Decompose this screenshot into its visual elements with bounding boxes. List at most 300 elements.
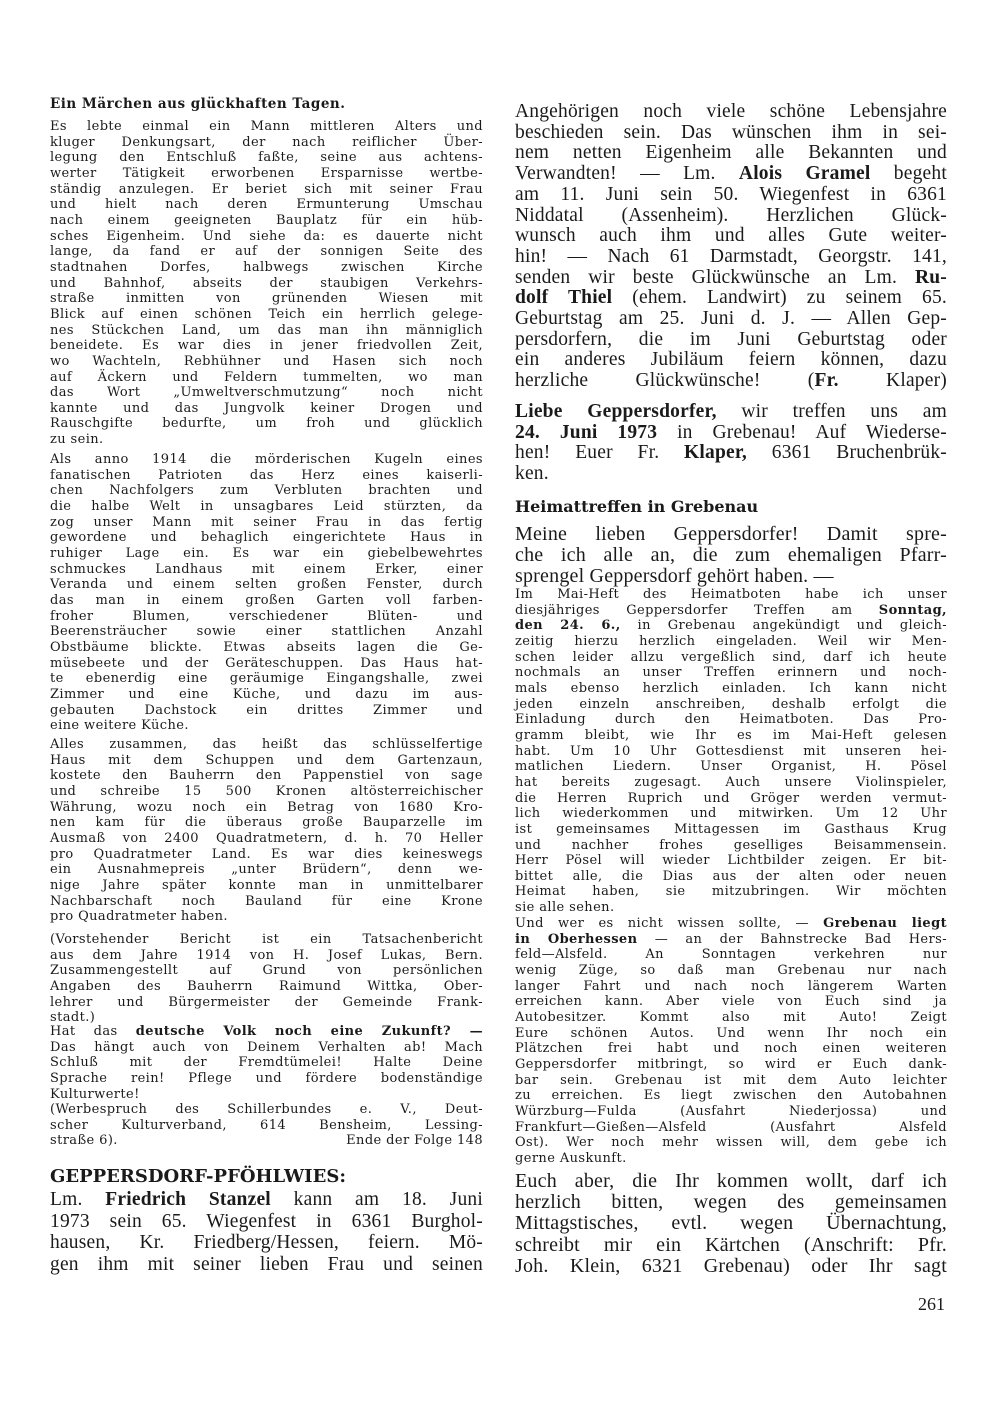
text-line (515, 545, 947, 566)
text-line (50, 1055, 483, 1071)
text-segment: stadt.) (50, 1010, 96, 1026)
text-segment: Rauschgifte bedurfte, um froh und glücklich (50, 416, 483, 432)
text-segment: senden wir beste Glückwünsche an Lm. (515, 266, 915, 288)
text-segment: gewordene und behaglich eingerichtete Haus in (50, 530, 483, 546)
text-line (50, 624, 483, 640)
text-segment: Angehörigen noch viele schöne Lebensjahre (515, 101, 947, 122)
article-title (50, 96, 483, 112)
bold-text-segment: Liebe Geppersdorfer, (515, 401, 717, 422)
text-line (50, 96, 483, 112)
text-line (515, 1073, 947, 1089)
text-line (50, 150, 483, 166)
section-heading (50, 1166, 483, 1188)
text-line (50, 244, 483, 260)
text-line (50, 640, 483, 656)
text-line (515, 587, 947, 603)
text-line (50, 847, 483, 863)
text-segment: herzlich bitten, wegen des gemeinsamen (515, 1191, 947, 1214)
text-segment: Nachbarschaft noch Bauland für eine Krone (50, 893, 483, 909)
text-line (515, 1057, 947, 1073)
text-segment: diesjähriges Geppersdorfer Treffen am (515, 602, 879, 618)
text-segment: Klaper) (838, 370, 947, 392)
text-segment: ein Ausnahmepreis „unter Brüdern“, denn we- (50, 862, 483, 878)
text-segment: Das hängt auch von Deinem Verhalten ab! Mach (50, 1039, 483, 1055)
text-segment: fanatischen Patrioten das Herz eines kaiserli- (50, 467, 483, 483)
text-segment: persdorfern, die im Juni Geburtstag oder (515, 328, 947, 350)
text-segment: Ausmaß von 2400 Quadratmetern, d. h. 70 Heller (50, 830, 483, 846)
text-line (50, 593, 483, 609)
bold-text-segment: Klaper, (684, 442, 748, 464)
text-line (50, 135, 483, 151)
text-segment: (Vorstehender Bericht ist ein Tatsachenbericht (50, 932, 483, 947)
text-segment: nem netten Eigenheim alle Bekannten und (515, 142, 947, 164)
text-line (50, 671, 483, 687)
text-segment: und hielt nach deren Ermunterung Umschau (50, 197, 483, 213)
text-segment: Veranda und einem selten großen Fenster, durch (50, 577, 483, 593)
text-line (515, 371, 947, 392)
text-line (50, 515, 483, 531)
text-line (515, 123, 947, 144)
text-segment: schen leider allzu vergeßlich sind, darf ich heute (515, 649, 947, 665)
text-segment: nach einem geeigneten Bauplatz für ein hüb- (50, 212, 483, 228)
text-line (50, 401, 483, 417)
text-line (515, 634, 947, 650)
text-segment: bar sein. Grebenau ist mit dem Auto leichter (515, 1072, 947, 1088)
text-line (50, 182, 483, 198)
text-segment: nige Jahre später konnte man in unmittelbarer (50, 877, 483, 893)
text-segment: nen kam für die überaus große Bauparzelle im (50, 815, 483, 831)
text-line (515, 759, 947, 775)
text-line (515, 185, 947, 206)
text-segment: ist gemeinsames Mittagessen im Gasthaus Krug (515, 821, 947, 837)
text-segment: froher Blumen, verschiedener Blüten- und (50, 608, 483, 624)
text-line (515, 994, 947, 1010)
text-line (50, 468, 483, 484)
text-segment: Zimmer und eine Küche, und dazu im aus- (50, 686, 483, 702)
text-line (50, 291, 483, 307)
text-line (515, 838, 947, 854)
text-line (50, 894, 483, 910)
text-segment: straße 6). (50, 1133, 118, 1149)
text-segment: Beerensträucher sowie einer stattlichen Anzahl (50, 624, 483, 640)
text-segment: ruhiger Lage ein. Es war ein giebelbewehrtes (50, 545, 483, 561)
text-segment: Es lebte einmal ein Mann mittleren Alters und (50, 119, 483, 134)
text-segment: begeht (870, 163, 947, 185)
text-line (515, 681, 947, 697)
text-line (515, 665, 947, 681)
text-line (50, 530, 483, 546)
text-line (50, 1071, 483, 1087)
text-line (50, 119, 483, 135)
text-segment: scher Kulturverband, 614 Bensheim, Lessing- (50, 1117, 483, 1133)
text-segment: Joh. Klein, 6321 Grebenau) oder Ihr sagt (515, 1254, 947, 1277)
text-line (515, 775, 947, 791)
text-line (50, 229, 483, 245)
text-segment: che ich alle an, die zum ehemaligen Pfarr- (515, 544, 947, 566)
text-line (515, 1235, 947, 1256)
text-segment: Sprache rein! Pflege und fördere bodenständige (50, 1070, 483, 1086)
paragraph (515, 587, 947, 916)
bold-text-segment: Grebenau liegt (823, 916, 948, 931)
text-line (515, 226, 947, 247)
text-segment: die Herren Ruprich und Gröger werden vermut- (515, 790, 947, 806)
text-segment: lange, da fand er auf der sonnigen Seite des (50, 244, 483, 260)
text-line (515, 1026, 947, 1042)
bold-text-segment: Fr. (814, 370, 839, 392)
text-segment: zog unser Mann mit seiner Frau in das fertig (50, 514, 483, 530)
text-segment: wenig Züge, so daß man Grebenau nur nach (515, 962, 947, 978)
text-segment: Eure schönen Autos. Und wenn Ihr noch ein (515, 1025, 947, 1041)
paragraph (50, 119, 483, 448)
text-line (515, 1120, 947, 1136)
text-line (50, 483, 483, 499)
text-line (515, 206, 947, 227)
text-segment: das man in einem großen Garten voll farben- (50, 592, 483, 608)
text-segment: Autobesitzer. Kommt also mit Auto! Zeigt (515, 1009, 947, 1025)
section-heading (515, 497, 947, 517)
text-line (50, 1166, 483, 1188)
text-line (515, 869, 947, 885)
text-segment: Zusammengestellt auf Grund von persönlichen (50, 963, 483, 979)
paragraph (515, 1171, 947, 1277)
text-line (50, 948, 483, 964)
text-line (50, 800, 483, 816)
text-line (50, 577, 483, 593)
text-line (515, 288, 947, 309)
text-segment: Schluß mit der Fremdtümelei! Halte Deine (50, 1055, 483, 1071)
slogan (50, 1024, 483, 1102)
text-segment: sches Eigenheim. Und siehe da: es dauerte nicht (50, 228, 483, 244)
text-line (515, 979, 947, 995)
text-segment: am 11. Juni sein 50. Wiegenfest in 6361 (515, 183, 947, 205)
text-line (50, 737, 483, 753)
text-line (50, 197, 483, 213)
text-segment: kostete den Bauherrn den Pappenstiel von sage (50, 768, 483, 784)
text-segment: Herr Pösel will wieder Lichtbilder zeigen. Er bit- (515, 853, 947, 869)
text-segment: Euch aber, die Ihr kommen wollt, darf ich (515, 1170, 947, 1192)
text-line (515, 884, 947, 900)
text-line (515, 947, 947, 963)
text-segment: Als anno 1914 die mörderischen Kugeln eines (50, 452, 483, 467)
text-line (515, 423, 947, 444)
text-segment: (Werbespruch des Schillerbundes e. V., Deut- (50, 1102, 483, 1117)
series-end-note: Ende der Folge 148 (346, 1133, 483, 1149)
text-line (515, 1256, 947, 1277)
text-segment: Geburtstag am 25. Juni d. J. — Allen Gep- (515, 308, 947, 330)
text-segment: mals ebenso herzlich einladen. Ich kann nicht (515, 680, 947, 696)
text-segment: in Grebenau! Auf Wiederse- (657, 421, 947, 443)
text-segment: straße inmitten von grünenden Wiesen mit (50, 291, 483, 307)
text-segment: kann am 18. Juni (270, 1189, 483, 1210)
bold-text-segment: Alois Gramel (738, 163, 871, 185)
text-segment: ein anderes Jubiläum feiern können, dazu (515, 349, 947, 371)
text-line (50, 260, 483, 276)
text-segment: stadtnahen Dorfes, halbwegs zwischen Kirche (50, 259, 483, 275)
text-line (50, 370, 483, 386)
text-line (515, 1192, 947, 1213)
text-segment: Niddatal (Assenheim). Herzlichen Glück- (515, 204, 947, 226)
text-line (515, 402, 947, 423)
text-line (50, 963, 483, 979)
text-segment: Einladung durch den Heimatboten. Das Pro- (515, 712, 947, 728)
bold-text-segment: den 24. 6., (515, 618, 621, 634)
text-line (515, 566, 947, 587)
text-line (50, 307, 483, 323)
text-line (515, 143, 947, 164)
text-segment: Würzburg—Fulda (Ausfahrt Niederjossa) und (515, 1103, 947, 1119)
text-line (515, 853, 947, 869)
text-segment: Angaben des Bauherrn Raimund Wittka, Ober- (50, 978, 483, 994)
text-segment: wir treffen uns am (716, 401, 947, 422)
text-line (50, 385, 483, 401)
text-segment: Hat das (50, 1024, 136, 1039)
text-segment: die halbe Welt in unsagbares Leid stürzten, da (50, 498, 483, 514)
text-segment: hausen, Kr. Friedberg/Hessen, feiern. Mö- (50, 1232, 483, 1254)
text-segment: Haus mit dem Schuppen und dem Gartenzaun, (50, 752, 483, 768)
text-segment: wo Wachteln, Rebhühner und Hasen sich noch (50, 353, 483, 369)
text-segment: hen! Euer Fr. (515, 442, 685, 464)
text-segment: pro Quadratmeter Land. Es war dies keineswegs (50, 846, 483, 862)
text-line (50, 1211, 483, 1233)
text-segment: nochmals an unser Treffen erinnern und noch- (515, 665, 947, 681)
text-line (50, 354, 483, 370)
text-segment: gebauten Dachstock ein drittes Zimmer und (50, 702, 483, 718)
slogan-source (50, 1102, 483, 1149)
text-line (515, 1213, 947, 1234)
text-line (50, 213, 483, 229)
text-line (50, 1118, 483, 1134)
text-line (50, 862, 483, 878)
text-line (50, 1189, 483, 1211)
editorial-note (50, 932, 483, 1026)
text-segment: schmuckes Landhaus mit einem Erker, einer (50, 561, 483, 577)
text-line (515, 697, 947, 713)
text-line (50, 1254, 483, 1276)
text-line (50, 1087, 483, 1103)
text-segment: Frankfurt—Gießen—Alsfeld (Ausfahrt Alsfeld (515, 1119, 947, 1135)
text-line (515, 650, 947, 666)
text-segment: herzliche Glückwünsche! (515, 370, 808, 392)
text-line (515, 464, 947, 485)
text-line (515, 1151, 947, 1167)
text-segment: gen ihm mit seiner lieben Frau und seinen (50, 1253, 483, 1275)
bold-text-segment: in Oberhessen (515, 931, 638, 947)
text-line (50, 452, 483, 468)
text-line (50, 995, 483, 1011)
text-line (50, 768, 483, 784)
text-segment: langer Fahrt und nach noch längerem Warten (515, 978, 947, 994)
text-segment: Kulturwerte! (50, 1086, 140, 1102)
text-segment: Lm. (50, 1189, 106, 1210)
text-line (515, 268, 947, 289)
text-line (50, 979, 483, 995)
text-segment: 6361 Bruchenbrük- (747, 442, 947, 464)
paragraph (515, 916, 947, 1167)
text-segment: Heimattreffen in Grebenau (515, 497, 759, 516)
text-segment: auf Äckern und Feldern tummelten, wo man (50, 369, 483, 385)
text-segment: müsebeete und der Geräteschuppen. Das Haus hat- (50, 655, 483, 671)
text-segment: kannte und das Jungvolk keiner Drogen und (50, 400, 483, 416)
text-segment: eine weitere Küche. (50, 718, 189, 734)
text-line (515, 932, 947, 948)
text-line (50, 1040, 483, 1056)
text-line (515, 618, 947, 634)
text-segment: Währung, wozu noch ein Betrag von 1680 Kro- (50, 799, 483, 815)
text-line (50, 753, 483, 769)
text-line (515, 1010, 947, 1026)
text-segment: Blick auf einen schönen Teich ein herrlich gelege- (50, 306, 483, 322)
text-line (50, 703, 483, 719)
text-segment: chen Nachfolgers zum Verbluten brachten und (50, 483, 483, 499)
text-line (50, 831, 483, 847)
text-line (515, 164, 947, 185)
text-segment: ständig anzulegen. Er beriet sich mit seiner Frau (50, 181, 483, 197)
text-line (515, 497, 947, 517)
text-segment: Geppersdorfer mitbringt, so wird er Euch dank- (515, 1056, 947, 1072)
text-segment: nes Stückchen Land, um das man ihn männiglich (50, 322, 483, 338)
text-segment: Meine lieben Geppersdorfer! Damit spre- (515, 523, 947, 545)
text-segment: ( (807, 370, 815, 392)
text-line (50, 932, 483, 948)
text-line (515, 916, 947, 932)
text-segment: Verwandten! — Lm. (515, 163, 739, 185)
paragraph (515, 102, 947, 392)
text-segment: Im Mai-Heft des Heimatboten habe ich unser (515, 587, 947, 602)
text-line (50, 815, 483, 831)
text-line (50, 687, 483, 703)
text-segment: hat bereits zugesagt. Auch unsere Violinspieler, (515, 774, 947, 790)
text-segment: und Bahnhof, abseits der staubigen Verkehrs- (50, 275, 483, 291)
text-line (515, 524, 947, 545)
text-line (515, 728, 947, 744)
bold-text-segment: Ru- (914, 266, 947, 288)
text-segment: sie alle sehen. (515, 900, 615, 916)
text-line (50, 609, 483, 625)
text-line (515, 1135, 947, 1151)
text-line (515, 330, 947, 351)
text-line (50, 1102, 483, 1118)
text-segment: und schreibe 15 500 Kronen altösterreichischer (50, 783, 483, 799)
bold-text-segment: Friedrich Stanzel (105, 1189, 271, 1210)
bold-text-segment: deutsche Volk noch eine Zukunft? — (135, 1024, 483, 1039)
text-segment: Ein Märchen aus glückhaften Tagen. (50, 96, 346, 112)
text-segment: ken. (515, 463, 549, 485)
text-segment: matlichen Liedern. Unser Organist, H. Pösel (515, 759, 947, 775)
text-segment: erreichen kann. Aber viele von Euch sind ja (515, 994, 947, 1010)
text-line (515, 744, 947, 760)
text-line (50, 878, 483, 894)
text-segment: gerne Auskunft. (515, 1150, 627, 1166)
text-segment: Alles zusammen, das heißt das schlüsselfertige (50, 737, 483, 752)
text-segment: habt. Um 10 Uhr Gottesdienst mit unseren hei- (515, 743, 947, 759)
text-line (50, 323, 483, 339)
text-line (515, 900, 947, 916)
text-segment: in Grebenau angekündigt und gleich- (620, 618, 948, 634)
paragraph (50, 1189, 483, 1275)
text-segment: aus dem Jahre 1914 von H. Josef Lukas, Bern. (50, 947, 483, 963)
text-segment: 1973 sein 65. Wiegenfest in 6361 Burghol- (50, 1210, 483, 1232)
bold-text-segment: 24. Juni 1973 (515, 421, 658, 443)
text-line (515, 806, 947, 822)
text-segment: gramm bleibt, wie Ihr es im Mai-Heft gelesen (515, 727, 947, 743)
text-line (50, 909, 483, 925)
text-segment: Obstbäume blickte. Etwas abseits lagen die Ge- (50, 639, 483, 655)
text-line (515, 1171, 947, 1192)
text-segment: Ost). Wer noch mehr wissen will, dem gebe ich (515, 1135, 947, 1151)
text-segment: Plätzchen frei habt und noch einen weiteren (515, 1041, 947, 1057)
text-segment: hin! — Nach 61 Darmstadt, Georgstr. 141, (515, 245, 947, 267)
text-line (515, 791, 947, 807)
text-segment: das Wort „Umweltverschmutzung“ noch nicht (50, 385, 483, 401)
text-line (515, 350, 947, 371)
text-line (515, 309, 947, 330)
bold-text-segment: Sonntag, (878, 602, 947, 618)
text-line (50, 656, 483, 672)
text-segment: lich wiederkommen und mitwirken. Um 12 Uhr (515, 806, 947, 822)
text-segment: werter Tätigkeit erworbenen Ersparnisse wertbe- (50, 165, 483, 181)
text-line (50, 166, 483, 182)
text-line (50, 546, 483, 562)
text-segment: lehrer und Bürgermeister der Gemeinde Frank- (50, 994, 483, 1010)
text-segment: zeitig hierzu herzlich eingeladen. Weil wir Men- (515, 633, 947, 649)
text-segment: Mittagstisches, evtl. wegen Übernachtung, (515, 1212, 947, 1235)
text-line (515, 1104, 947, 1120)
text-segment: Heimat haben, sie mitzubringen. Wir möchten (515, 884, 947, 900)
text-segment: (ehem. Landwirt) zu seinem 65. (612, 287, 947, 309)
announcement (515, 402, 947, 485)
text-segment: zu sein. (50, 432, 104, 448)
text-segment: bittet alle, die Dias aus der alten oder neuen (515, 868, 947, 884)
text-line (50, 416, 483, 432)
text-line (515, 102, 947, 123)
text-line (515, 1088, 947, 1104)
text-line (50, 1133, 483, 1149)
paragraph (50, 737, 483, 925)
page-number: 261 (918, 1294, 945, 1314)
text-line (515, 712, 947, 728)
text-line (50, 276, 483, 292)
text-line (50, 718, 483, 734)
text-segment: legung den Entschluß faßte, seine aus achtens- (50, 150, 483, 166)
text-line (515, 963, 947, 979)
bold-text-segment: dolf Thiel (515, 287, 613, 309)
text-line (515, 1041, 947, 1057)
text-segment: te ebenerdig eine geräumige Eingangshalle, zwei (50, 671, 483, 687)
text-line (50, 784, 483, 800)
text-segment: kluger Denkungsart, der nach reiflicher Über- (50, 134, 483, 150)
text-line (515, 822, 947, 838)
text-segment: jeden einzeln anschreiben, deshalb erfolgt die (515, 696, 947, 712)
text-line (50, 1232, 483, 1254)
text-line (515, 247, 947, 268)
text-segment: und nachher frohes geselliges Beisammensein. (515, 837, 947, 853)
text-line (515, 603, 947, 619)
paragraph (515, 524, 947, 587)
text-segment: beschieden sein. Das wünschen ihm in sei- (515, 121, 947, 143)
text-segment: beneidete. Es war dies in jener friedvollen Zeit, (50, 338, 483, 354)
text-segment: pro Quadratmeter haben. (50, 909, 228, 925)
text-line (50, 562, 483, 578)
text-line (50, 1024, 483, 1040)
text-segment: feld—Alsfeld. An Sonntagen verkehren nur (515, 947, 947, 963)
text-segment: GEPPERSDORF-PFÖHLWIES: (50, 1166, 346, 1187)
text-line (515, 443, 947, 464)
text-line (50, 432, 483, 448)
text-segment: schreibt mir ein Kärtchen (Anschrift: Pfr. (515, 1233, 947, 1256)
text-segment: Und wer es nicht wissen sollte, — (515, 916, 824, 931)
text-line (50, 499, 483, 515)
text-line (50, 338, 483, 354)
